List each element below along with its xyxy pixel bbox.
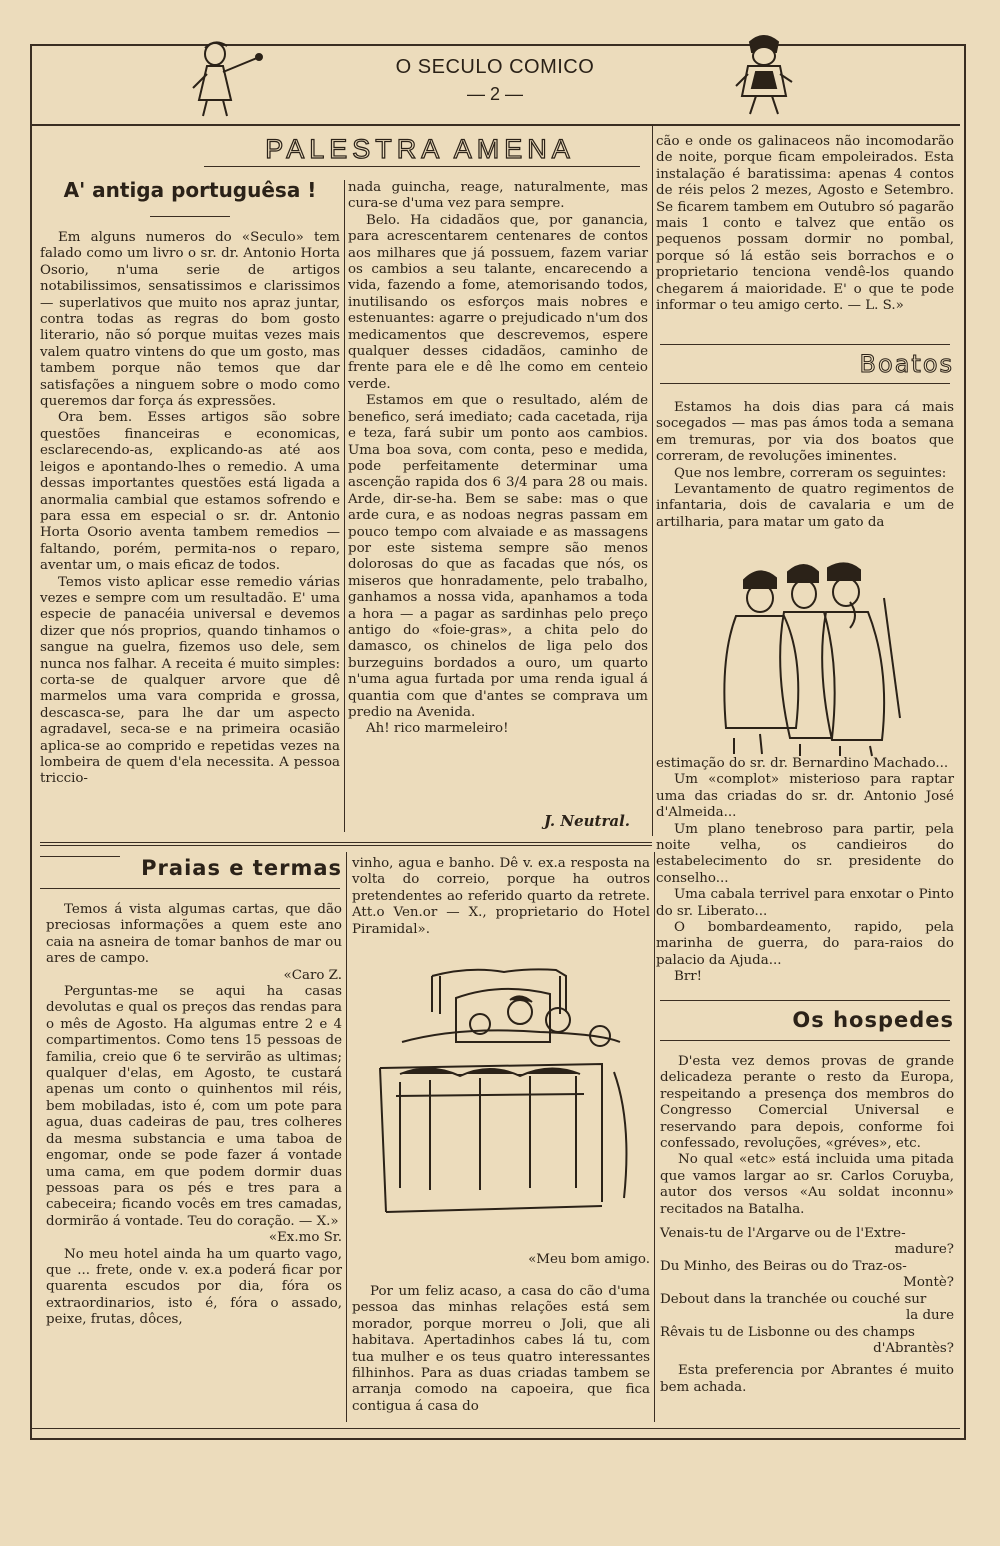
praias-rule-left <box>40 856 120 857</box>
palestra-header: PALESTRA AMENA <box>265 134 575 164</box>
paragraph: Brr! <box>674 969 703 985</box>
verse-line-end: la dure <box>905 1308 954 1324</box>
boatos-rule-top <box>660 344 950 345</box>
paragraph: Ah! rico marmeleiro! <box>366 721 509 737</box>
praias-column-1 <box>46 902 342 1329</box>
verse-line-end: d'Abrantès? <box>873 1340 954 1356</box>
paragraph: Estamos em que o resultado, além de benefico, será imediato; cada cacetada, rija e teza, fará subir um ponto aos cambios. Uma boa sova, com conta, peso e medida, pode perfeitamente determinar uma ascenção rapida dos 6 3/4 para 28 ou mais. Arde, dir-se-ha. Bem se sabe: mas o que arde cura, e as nodoas negras passam em pouco tempo com alvaiade e as massagens por este sistema sempre são menos dolorosas do que as facadas que nós, os miseros que honradamente, pelo trabalho, ganhamos a nossa vida, apanhamos a toda a hora — a pagar as sardinhas pelo preço antigo do «foie-gras», a chita pelo do damasco, os chinelos de liga pelo dos burzeguins bordados a ouro, um quarto n'uma agua furtada por uma renda igual á quantia com que d'antes se comprava um predio na Avenida. <box>348 393 648 720</box>
praias-column-2-bottom <box>352 1284 650 1415</box>
masthead-figure-left-icon <box>185 36 265 120</box>
paragraph: Um «complot» misterioso para raptar uma das criadas do sr. dr. Antonio José d'Almeida... <box>656 772 954 821</box>
paragraph: vinho, agua e banho. Dê v. ex.a resposta na volta do correio, porque ha outros pretendentes ao referido quarto da retrete. Att.o Ven.or — X., proprietario do Hotel Piramidal». <box>352 856 650 937</box>
hospedes-title: Os hospedes <box>792 1008 954 1032</box>
column-divider-1 <box>344 180 345 832</box>
boatos-title: Boatos <box>859 350 954 378</box>
palestra-column-1 <box>40 230 340 788</box>
verse-line: Rêvais tu de Lisbonne ou des champs <box>660 1324 915 1340</box>
hospedes-rule-bottom <box>660 1040 950 1041</box>
section-separator <box>40 842 652 846</box>
praias-rule-bottom <box>40 888 340 889</box>
column-divider-2 <box>652 126 653 836</box>
paragraph: Perguntas-me se aqui ha casas devolutas e qual os preços das rendas para o mês de Agosto. Ha algumas entre 2 e 4 compartimentos. Como tens 15 pessoas de familia, creio que 6 te servirão as ultimas; qualquer d'elas, em Agosto, te custará apenas um conto o quinhentos mil réis, bem mobiladas, isto é, com um pote para agua, duas cadeiras de pau, tres colheres da mesma substancia e uma taboa de engomar, onde se pode fazer á vontade uma cama, em que podem dormir duas pessoas para os pés e tres para a cabeceira; ficando vocês em tres camadas, dormirão á vontade. Teu do coração. — X.» <box>46 984 342 1229</box>
paragraph: O bombardeamento, rapido, pela marinha de guerra, do para-raios do palacio da Ajuda... <box>656 920 954 968</box>
paragraph: Temos visto aplicar esse remedio várias vezes e sempre com um resultadão. E' uma especie de panacéia universal e devemos dizer que nós proprios, quando tinhamos o sangue na guelra, fizemos uso dele, sem nunca nos falhar. A receita é muito simples: corta-se de qualquer arvore que dê marmelos uma vara comprida e grossa, descasca-se, para lhe dar um aspecto agradavel, seca-se e na primeira ocasião aplica-se ao comprido e repetidas vezes na lombeira de quem d'ela necessita. A pessoa triccio- <box>40 574 340 787</box>
verse-line: Du Minho, des Beiras ou do Traz-os- <box>660 1258 907 1274</box>
letter-ending <box>656 134 954 314</box>
paragraph: «Ex.mo Sr. <box>268 1230 342 1246</box>
palestra-header-underline <box>204 166 640 167</box>
column-divider-4 <box>654 852 655 1422</box>
praias-column-2-top <box>352 856 650 938</box>
paragraph: No qual «etc» está incluida uma pitada que vamos largar ao sr. Carlos Coruyba, autor dos versos «Au soldat inconnu» recitados na Batalha. <box>660 1152 954 1217</box>
bottom-rule <box>32 1428 960 1429</box>
palestra-column-2 <box>348 180 648 738</box>
boatos-text-bottom <box>656 756 954 986</box>
paragraph: Em alguns numeros do «Seculo» tem falado como um livro o sr. dr. Antonio Horta Osorio, n'uma serie de artigos notabilissimos, sensatissimos e clarissimos — superlativos que muito nos apraz juntar, contra todas as regras do bom gosto literario, não só porque muitas vezes mais valem quatro vintens do que um gosto, mas tambem porque não temos que dar satisfações a ninguem sobre o modo como queremos dar força ás expressões. <box>40 230 340 410</box>
paragraph: Uma cabala terrivel para enxotar o Pinto do sr. Liberato... <box>656 887 954 919</box>
verse-line: Venais-tu de l'Argarve ou de l'Extre- <box>660 1226 906 1242</box>
masthead-figure-right-icon <box>732 30 796 118</box>
paragraph: No meu hotel ainda ha um quarto vago, que ... frete, onde v. ex.a poderá ficar por quarenta escudos por dia, fóra os extraordinarios, isto é, fóra o assado, peixe, frutas, dôces, <box>46 1246 342 1328</box>
masthead-title: O SECULO COMICO <box>395 56 595 78</box>
verse-line-end: Montè? <box>903 1275 954 1291</box>
paragraph: nada guincha, reage, naturalmente, mas cura-se d'uma vez para sempre. <box>348 180 648 212</box>
paragraph: Estamos ha dois dias para cá mais socegados — mas pas ámos toda a semana em tremuras, por via dos boatos que correram, de revoluções iminentes. <box>656 400 954 465</box>
boatos-text-top <box>656 400 954 531</box>
title-rule <box>150 216 230 217</box>
praias-quote: «Meu bom amigo. <box>528 1252 650 1267</box>
paragraph: Belo. Ha cidadãos que, por ganancia, para acrescentarem centenares de contos aos milhares que já possuem, fazem variar os cambios a seu talante, encarecendo a vida, fazendo a fome, atemorisando todos, inutilisando os esforços mais nobres e estenuantes: agarre o prejudicado n'um dos medicamentos que descrevemos, espere qualquer desses cidadãos, caminho de frente para ele e dê lhe como em centeio verde. <box>348 212 648 392</box>
paragraph: estimação do sr. dr. Bernardino Machado... <box>656 756 949 771</box>
paragraph: Levantamento de quatro regimentos de infantaria, dois de cavalaria e um de artilharia, para matar um gato da <box>656 482 954 530</box>
praias-title: Praias e termas <box>141 856 342 880</box>
paragraph: Temos á vista algumas cartas, que dão preciosas informações a quem este ano caia na asneira de tomar banhos de mar ou ares de campo. <box>46 902 342 967</box>
hospedes-text <box>660 1054 954 1396</box>
bed-illustration-icon <box>370 962 640 1218</box>
paragraph: Esta preferencia por Abrantes é muito bem achada. <box>660 1363 954 1395</box>
column-divider-3 <box>346 852 347 1422</box>
verse-line-end: madure? <box>894 1242 954 1258</box>
boatos-rule-bottom <box>660 383 950 384</box>
verse-line: Debout dans la tranchée ou couché sur <box>660 1291 927 1307</box>
paragraph: Que nos lembre, correram os seguintes: <box>674 465 947 481</box>
palestra-title: A' antiga portuguêsa ! <box>63 178 317 202</box>
paragraph: Ora bem. Esses artigos são sobre questões financeiras e economicas, esclarecendo-as, explicando-as até aos leigos e apontando-lhes o remedio. A uma dessas importantes questões está ligada a anormalia cambial que estamos sofrendo e para essa em especial o sr. dr. Antonio Horta Osorio aventa tambem remedios — faltando, porém, permita-nos o reparo, aventar um, o mais eficaz de todos. <box>40 410 340 574</box>
paragraph: Por um feliz acaso, a casa do cão d'uma pessoa das minhas relações está sem morador, porque morreu o Joli, que ali habitava. Apertadinhos cabes lá tu, com tua mulher e os teus quatro interessantes filhinhos. Para as duas criadas tambem se arranja comodo na capoeira, que fica contigua á casa do <box>352 1284 650 1414</box>
page-number: — 2 — <box>466 84 523 104</box>
gentlemen-illustration-icon <box>700 558 930 758</box>
paragraph: Um plano tenebroso para partir, pela noite velha, os candieiros do estabelecimento do sr. presidente do conselho... <box>656 821 954 886</box>
paragraph: cão e onde os galinaceos não incomodarão de noite, porque ficam empoleirados. Esta instalação é baratissima: apenas 4 contos de réis pelos 2 mezes, Agosto e Setembro. Se ficarem tambem em Outubro só pagarão mais 1 conto e talvez que então os pequenos possam dormir no pombal, porque só lá estão seis borrachos e o proprietario tenciona vendê-los quando chegarem á maioridade. E' o que te pode informar o teu amigo certo. — L. S.» <box>656 134 954 314</box>
hospedes-rule-top <box>660 1000 950 1001</box>
masthead-rule <box>32 124 960 126</box>
palestra-signature: J. Neutral. <box>543 812 630 830</box>
paragraph: D'esta vez demos provas de grande delicadeza perante o resto da Europa, respeitando a presença dos membros do Congresso Comercial Universal e reservando para depois, conforme foi confessado, revoluções, «gréves», etc. <box>660 1054 954 1152</box>
paragraph: «Caro Z. <box>283 967 342 983</box>
